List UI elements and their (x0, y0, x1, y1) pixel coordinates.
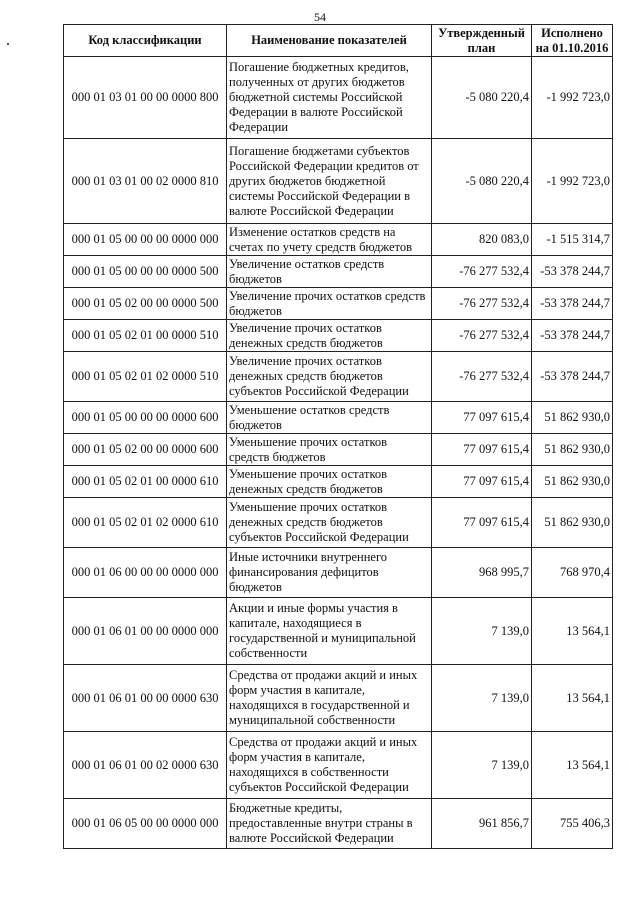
header-plan: Утвержденный план (432, 25, 532, 57)
cell-plan: 961 856,7 (432, 799, 532, 849)
cell-name: Бюджетные кредиты, предоставленные внутри страны в валюте Российской Федерации (227, 799, 432, 849)
cell-code: 000 01 05 02 01 02 0000 610 (64, 498, 227, 548)
cell-plan: 7 139,0 (432, 732, 532, 799)
table-row (64, 434, 613, 466)
cell-name: Иные источники внутреннего финансирования дефицитов бюджетов (227, 548, 432, 598)
cell-done: 13 564,1 (532, 665, 613, 732)
budget-sources-table (63, 24, 613, 849)
cell-name: Погашение бюджетных кредитов, полученных от других бюджетов бюджетной системы Российской Федерации в валюте Российской Федерации (227, 57, 432, 139)
cell-code: 000 01 05 02 01 00 0000 510 (64, 320, 227, 352)
table-row (64, 402, 613, 434)
cell-name: Средства от продажи акций и иных форм участия в капитале, находящихся в собственности субъектов Российской Федерации (227, 732, 432, 799)
cell-name: Уменьшение прочих остатков денежных средств бюджетов (227, 466, 432, 498)
cell-done: 51 862 930,0 (532, 434, 613, 466)
cell-done: -53 378 244,7 (532, 288, 613, 320)
cell-plan: 968 995,7 (432, 548, 532, 598)
cell-plan: 7 139,0 (432, 598, 532, 665)
cell-name: Акции и иные формы участия в капитале, находящиеся в государственной и муниципальной собственности (227, 598, 432, 665)
table-row (64, 548, 613, 598)
cell-plan: 7 139,0 (432, 665, 532, 732)
header-name: Наименование показателей (227, 25, 432, 57)
cell-done: -53 378 244,7 (532, 320, 613, 352)
cell-plan: -76 277 532,4 (432, 256, 532, 288)
cell-plan: -5 080 220,4 (432, 139, 532, 224)
cell-done: 51 862 930,0 (532, 402, 613, 434)
cell-name: Уменьшение прочих остатков денежных средств бюджетов субъектов Российской Федерации (227, 498, 432, 548)
cell-code: 000 01 05 00 00 00 0000 000 (64, 224, 227, 256)
cell-code: 000 01 06 01 00 00 0000 630 (64, 665, 227, 732)
cell-plan: 77 097 615,4 (432, 402, 532, 434)
cell-code: 000 01 06 01 00 02 0000 630 (64, 732, 227, 799)
cell-name: Увеличение прочих остатков денежных средств бюджетов субъектов Российской Федерации (227, 352, 432, 402)
cell-done: -1 992 723,0 (532, 139, 613, 224)
cell-code: 000 01 05 02 01 02 0000 510 (64, 352, 227, 402)
table-row (64, 224, 613, 256)
cell-name: Уменьшение остатков средств бюджетов (227, 402, 432, 434)
cell-code: 000 01 05 00 00 00 0000 600 (64, 402, 227, 434)
cell-code: 000 01 03 01 00 00 0000 800 (64, 57, 227, 139)
cell-name: Погашение бюджетами субъектов Российской Федерации кредитов от других бюджетов бюджетной системы Российской Федерации в валюте Российской Федерации (227, 139, 432, 224)
cell-plan: 77 097 615,4 (432, 498, 532, 548)
cell-plan: -76 277 532,4 (432, 288, 532, 320)
cell-code: 000 01 05 00 00 00 0000 500 (64, 256, 227, 288)
scan-mark (7, 43, 9, 45)
cell-code: 000 01 05 02 00 00 0000 500 (64, 288, 227, 320)
cell-done: -53 378 244,7 (532, 352, 613, 402)
cell-code: 000 01 05 02 01 00 0000 610 (64, 466, 227, 498)
cell-done: 13 564,1 (532, 598, 613, 665)
cell-code: 000 01 06 05 00 00 0000 000 (64, 799, 227, 849)
table-row (64, 799, 613, 849)
cell-code: 000 01 06 01 00 00 0000 000 (64, 598, 227, 665)
table-body (64, 57, 613, 849)
cell-done: 768 970,4 (532, 548, 613, 598)
cell-done: 51 862 930,0 (532, 498, 613, 548)
table-row (64, 732, 613, 799)
cell-code: 000 01 03 01 00 02 0000 810 (64, 139, 227, 224)
cell-done: 755 406,3 (532, 799, 613, 849)
table-row (64, 288, 613, 320)
cell-name: Увеличение прочих остатков денежных средств бюджетов (227, 320, 432, 352)
cell-name: Изменение остатков средств на счетах по учету средств бюджетов (227, 224, 432, 256)
table-row (64, 320, 613, 352)
cell-name: Увеличение остатков средств бюджетов (227, 256, 432, 288)
cell-done: 13 564,1 (532, 732, 613, 799)
cell-plan: -76 277 532,4 (432, 352, 532, 402)
cell-done: -53 378 244,7 (532, 256, 613, 288)
table-row (64, 598, 613, 665)
cell-done: -1 992 723,0 (532, 57, 613, 139)
header-code: Код классификации (64, 25, 227, 57)
cell-done: -1 515 314,7 (532, 224, 613, 256)
table-row (64, 466, 613, 498)
table-row (64, 139, 613, 224)
cell-name: Средства от продажи акций и иных форм участия в капитале, находящихся в государственной и муниципальной собственности (227, 665, 432, 732)
cell-plan: 77 097 615,4 (432, 466, 532, 498)
table-row (64, 498, 613, 548)
cell-done: 51 862 930,0 (532, 466, 613, 498)
cell-code: 000 01 05 02 00 00 0000 600 (64, 434, 227, 466)
table-row (64, 665, 613, 732)
cell-plan: -76 277 532,4 (432, 320, 532, 352)
cell-plan: 820 083,0 (432, 224, 532, 256)
page-number: 54 (314, 10, 326, 24)
cell-code: 000 01 06 00 00 00 0000 000 (64, 548, 227, 598)
table-header-row (64, 25, 613, 57)
table-row (64, 57, 613, 139)
table-row (64, 352, 613, 402)
cell-name: Увеличение прочих остатков средств бюджетов (227, 288, 432, 320)
cell-plan: 77 097 615,4 (432, 434, 532, 466)
table-row (64, 256, 613, 288)
cell-plan: -5 080 220,4 (432, 57, 532, 139)
header-done: Исполнено на 01.10.2016 (532, 25, 613, 57)
cell-name: Уменьшение прочих остатков средств бюджетов (227, 434, 432, 466)
